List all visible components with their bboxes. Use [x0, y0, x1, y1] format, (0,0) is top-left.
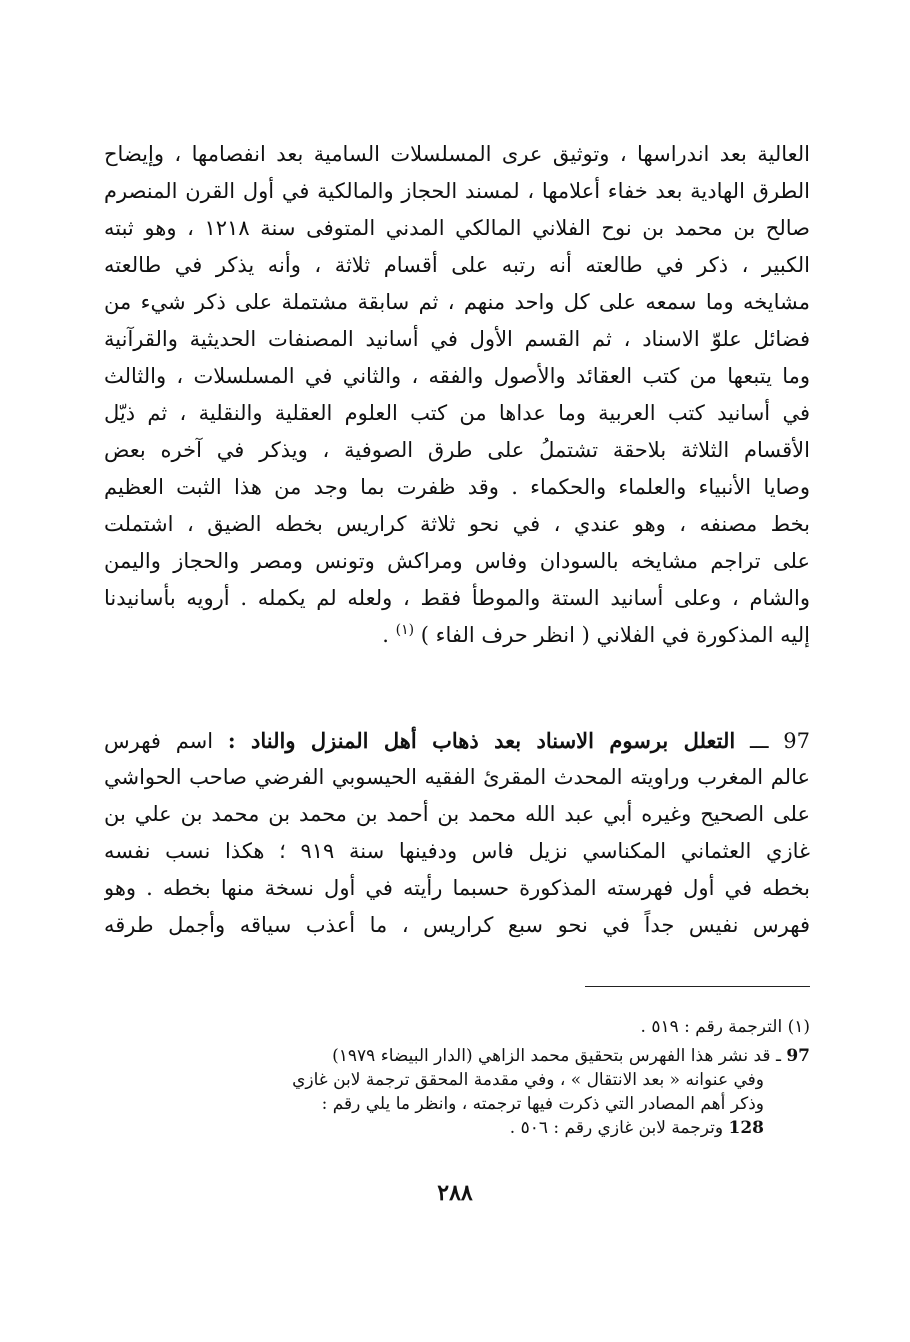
period: .: [382, 623, 389, 647]
entry-title: التعلل برسوم الاسناد بعد ذهاب أهل المنزل والناد :: [227, 728, 736, 753]
text-line: بخطه في أول فهرسته المذكورة حسبما رأيته في أول نسخة منها بخطه . وهو: [104, 876, 810, 900]
page-number: ٢٨٨: [437, 1180, 473, 1206]
text-line: عالم المغرب وراويته المحدث المقرئ الفقيه الحيسوبي الفرضي صاحب الحواشي: [104, 765, 810, 789]
footnote-97-ref-number: 128: [728, 1118, 764, 1138]
text-line: وصايا الأنبياء والعلماء والحكماء . وقد ظفرت بما وجد من هذا الثبت العظيم: [104, 475, 810, 499]
text-line: الأقسام الثلاثة بلاحقة تشتملُ على طرق الصوفية ، ويذكر في آخره بعض: [104, 438, 810, 462]
footnote-97-line-2: وفي عنوانه « بعد الانتقال » ، وفي مقدمة المحقق ترجمة لابن غازي: [292, 1070, 764, 1090]
entry-dash: ـــ: [750, 729, 769, 753]
footnote-97-text: قد نشر هذا الفهرس بتحقيق محمد الزاهي (الدار البيضاء ١٩٧٩): [332, 1046, 771, 1066]
footnote-97-line-1: [104, 1044, 810, 1068]
text-line: وما يتبعها من كتب العقائد والأصول والفقه ، والثاني في المسلسلات ، والثالث: [104, 364, 810, 388]
entry-97: [104, 722, 810, 944]
last-line-text: إليه المذكورة في الفلاني ( انظر حرف الفاء ): [420, 623, 810, 647]
paragraph-1: [104, 136, 810, 654]
footnote-97-last-text: وترجمة لابن غازي رقم : ٥٠٦ .: [509, 1118, 724, 1138]
footnote-divider: [585, 986, 810, 987]
text-line: والشام ، وعلى أسانيد الستة والموطأ فقط ، ولعله لم يكمله . أرويه بأسانيدنا: [104, 586, 810, 610]
footnotes: [104, 1010, 810, 1140]
text-line: على تراجم مشايخه بالسودان وفاس ومراكش وتونس ومصر والحجاز واليمن: [104, 549, 810, 573]
text-line: الطرق الهادية بعد خفاء أعلامها ، لمسند الحجاز والمالكية في أول القرن المنصرم: [104, 179, 810, 203]
text-line: على الصحيح وغيره أبي عبد الله محمد بن أحمد بن محمد بن محمد بن علي بن: [104, 802, 810, 826]
text-line: بخط مصنفه ، وهو عندي ، في نحو ثلاثة كراريس بخطه الضيق ، اشتملت: [104, 512, 810, 536]
footnote-97-number: 97: [786, 1046, 810, 1066]
text-line: العالية بعد اندراسها ، وتوثيق عرى المسلسلات السامية بعد انفصامها ، وإيضاح: [104, 142, 810, 166]
text-line-last: [104, 617, 810, 654]
footnote-97-dash: ـ: [775, 1046, 781, 1066]
text-line: مشايخه وما سمعه على كل واحد منهم ، ثم سابقة مشتملة على ذكر شيء من: [104, 290, 810, 314]
footnote-marker: (١): [395, 622, 415, 638]
text-line: صالح بن محمد بن نوح الفلاني المالكي المدني المتوفى سنة ١٢١٨ ، وهو ثبته: [104, 216, 810, 240]
footnote-1: (١) الترجمة رقم : ٥١٩ .: [640, 1017, 810, 1037]
entry-number: 97: [783, 729, 810, 753]
entry-heading-rest: اسم فهرس: [104, 729, 214, 753]
footnote-97-line-3: وذكر أهم المصادر التي ذكرت فيها ترجمته ، وانظر ما يلي رقم :: [321, 1094, 764, 1114]
text-line: فضائل علوّ الاسناد ، ثم القسم الأول في أسانيد المصنفات الحديثية والقرآنية: [104, 327, 810, 351]
text-line: الكبير ، ذكر في طالعته أنه رتبه على أقسام ثلاثة ، وأنه يذكر في طالعته: [104, 253, 810, 277]
text-line: في أسانيد كتب العربية وما عداها من كتب العلوم العقلية والنقلية ، ثم ذيّل: [104, 401, 810, 425]
text-line: غازي العثماني المكناسي نزيل فاس ودفينها سنة ٩١٩ ؛ هكذا نسب نفسه: [104, 839, 810, 863]
entry-heading-line: [104, 722, 810, 759]
footnote-97-line-4: [104, 1116, 810, 1140]
text-line: فهرس نفيس جداً في نحو سبع كراريس ، ما أعذب سياقه وأجمل طرقه: [104, 913, 810, 937]
